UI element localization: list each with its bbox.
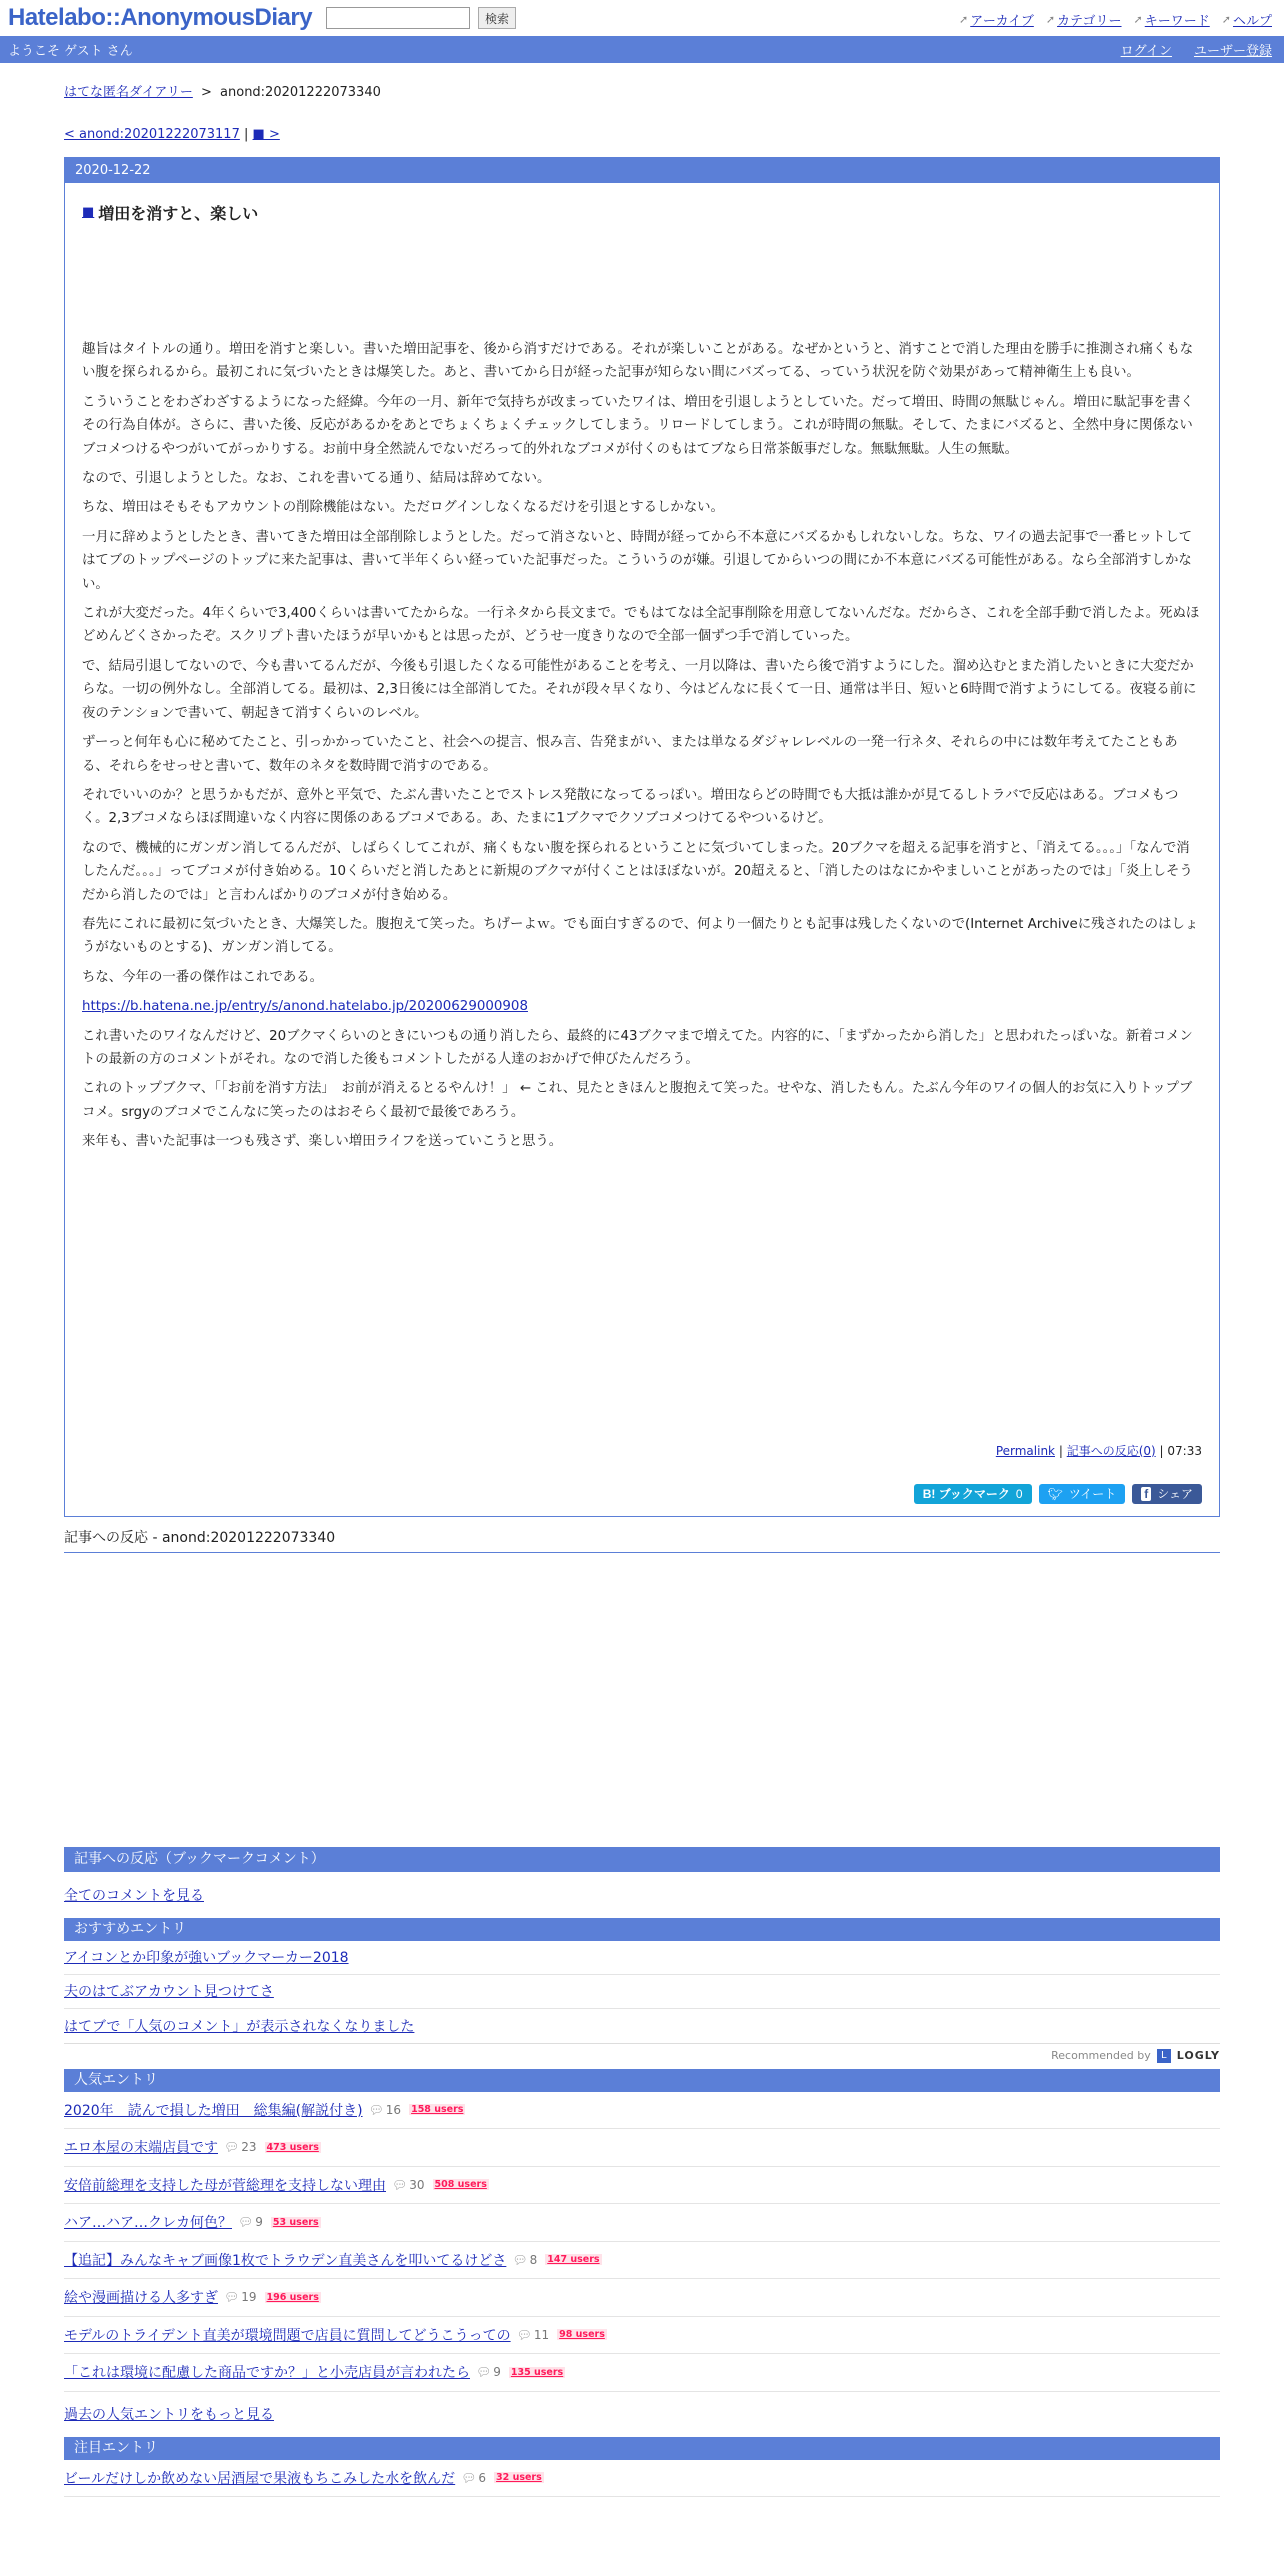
table-row [64,2317,1220,2355]
pager-separator: | [244,127,249,142]
paragraph: ずーっと何年も心に秘めてたこと、引っかかっていたこと、社会への提言、恨み言、告発まがい、または単なるダジャレレベルの一発一行ネタ、それらの中には数年考えてたこともある、それらをせっせと書いて、数年のネタを数時間で消すのである。 [82,735,1178,774]
bookmark-comments-section [64,1847,1220,1918]
popular-heading: 人気エントリ [64,2069,1220,2092]
attention-heading: 注目エントリ [64,2437,1220,2460]
hatena-bookmark-label: B! ブックマーク [922,1487,1010,1502]
next-entry-link[interactable]: ■ > [252,127,280,142]
footer-separator: | [1058,1443,1063,1458]
recommend-entry-link[interactable]: 夫のはてぶアカウント見つけてさ [64,1984,274,2001]
table-row [64,2279,1220,2317]
tweet-button[interactable] [1039,1484,1126,1504]
comment-icon: 💬︎ [224,2140,240,2155]
ad-space [64,1553,1220,1847]
bookmark-users-badge[interactable]: 508 users [434,2179,487,2191]
prev-entry-link[interactable]: < anond:20201222073117 [64,127,240,142]
paragraph: 春先にこれに最初に気づいたとき、大爆笑した。腹抱えて笑った。ちげーよｗ。でも面白すぎるので、何より一個たりとも記事は残したくないので(Internet Archiveに残されたのはしょうがないものとする)、ガンガン消してる。 [82,916,1199,956]
table-row [64,2460,1220,2498]
table-row [64,2242,1220,2280]
popular-entry-link[interactable]: モデルのトライデント直美が環境問題で店員に質問してどうこうっての [64,2327,511,2344]
comment-count: 11 [533,2327,550,2342]
entry-permalink-mark[interactable]: ■ [82,205,95,220]
entry-pager [64,125,1220,145]
logly-logo-text[interactable]: LOGLY [1176,2049,1220,2063]
comment-icon: 💬︎ [238,2215,254,2230]
popular-entry-link[interactable]: 「これは環境に配慮した商品ですか？」と小売店員が言われたら [64,2365,470,2382]
popular-entry-link[interactable]: ハア…ハア…クレカ何色？ [64,2215,232,2232]
arrow-icon: ➚ [1045,13,1056,26]
bookmark-users-badge[interactable]: 53 users [272,2216,319,2228]
list-item [64,2009,1220,2043]
comment-count: 30 [409,2177,425,2192]
entry-body [65,183,1219,1516]
breadcrumb-root-link[interactable]: はてな匿名ダイアリー [64,85,193,100]
twitter-bird-icon: 🐦︎ [1047,1486,1063,1501]
bookmark-users-badge[interactable]: 158 users [411,2104,464,2116]
paragraph: それでいいのか？と思うかもだが、意外と平気で、たぶん書いたことでストレス発散になってるっぽい。増田ならどの時間でも大抵は誰かが見てるしトラバで反応はある。ブコメもつく。2,3ブコメならほぼ間違いなく内容に関係のあるブコメである。あ、たまに1ブクマでクソブコメつけてるやついるけど。 [82,787,1179,827]
comment-icon: 💬︎ [368,2102,384,2117]
paragraph: なので、機械的にガンガン消してるんだが、しばらくしてこれが、痛くもない腹を探られるということに気づいてしまった。20ブクマを超える記事を消すと、「消えてる。。。」「なんで消したんだ。。。」ってブコメが付き始める。10くらいだと消したあとに新規のブクマが付くことはほぼないが。20超えると、「消したのはなにかやましいことがあったのでは」「炎上しそうだから消したのでは」と言わんばかりのブコメが付き始める。 [82,840,1193,903]
comment-icon: 💬︎ [392,2177,408,2192]
reaction-title: 記事への反応 - anond:20201222073340 [64,1527,1220,1553]
comment-count: 19 [241,2290,257,2305]
welcome-text: ようこそ ゲスト さん [8,44,133,59]
breadcrumb-current: anond:20201222073340 [220,85,381,100]
recommended-by [64,2043,1220,2069]
table-row [64,2204,1220,2242]
paragraph: で、結局引退してないので、今も書いてるんだが、今後も引退したくなる可能性があることを考え、一月以降は、書いたら後で消すようにした。溜め込むとまた消したいときに大変だからな。一切の例外なし。全部消してる。最初は、2,3日後には全部消してた。それが段々早くなり、今はどんなに長くて一日、通常は半日、短いと6時間で消すようにしてる。夜寝る前に夜のテンションで書いて、朝起きて消すくらいのレベル。 [82,658,1197,721]
tweet-label: ツイート [1068,1487,1117,1502]
reactions-link[interactable]: 記事への反応(0) [1066,1443,1156,1458]
paragraph: なので、引退しようとした。なお、これを書いてる通り、結局は辞めてない。 [82,471,551,487]
paragraph: ちな、増田はそもそもアカウントの削除機能はない。ただログインしなくなるだけを引退とするしかない。 [82,500,724,516]
recommend-heading: おすすめエントリ [64,1918,1220,1941]
main-content [64,63,1220,2497]
popular-entry-link[interactable]: 【追記】みんなキャブ画像1枚でトラウデン直美さんを叩いてるけどさ [64,2252,507,2269]
entry-title [82,201,1202,224]
keyword-link[interactable]: キーワード [1144,14,1210,29]
comment-icon: 💬︎ [516,2327,532,2342]
list-item [64,1941,1220,1975]
permalink-link[interactable]: Permalink [995,1443,1055,1458]
paragraph: これのトップブクマ、「「お前を消す方法」 お前が消えるとるやんけ！」 ← これ、見たときほんと腹抱えて笑った。せやな、消したもん。たぶん今年のワイの個人的お気に入りトップブコメ。srgyのブコメでこんなに笑ったのはおそらく最初で最後であろう。 [82,1081,1193,1120]
arrow-icon: ➚ [1133,13,1143,26]
recommended-by-text: Recommended by [1051,2049,1151,2063]
category-link[interactable]: カテゴリー [1057,14,1122,29]
entry-footer [82,1442,1202,1460]
recommend-section [64,1918,1220,2069]
recommend-entry-link[interactable]: はてブで「人気のコメント」が表示されなくなりました [64,2018,415,2035]
breadcrumb [64,83,1220,103]
comment-count: 9 [493,2365,501,2380]
facebook-share-label: シェア [1157,1487,1193,1502]
logly-logo-icon: L [1157,2049,1171,2063]
login-link[interactable]: ログイン [1120,44,1172,59]
arrow-icon: ➚ [959,13,969,26]
paragraph: ちな、今年の一番の傑作はこれである。 [82,969,324,985]
entry-title-text: 増田を消すと、楽しい [98,204,259,223]
popular-section [64,2069,1220,2437]
bookmark-entry-link[interactable]: https://b.hatena.ne.jp/entry/s/anond.hatelabo.jp/20200629000908 [82,999,528,1015]
bookmark-users-badge[interactable]: 32 users [496,2472,542,2484]
help-link[interactable]: ヘルプ [1232,14,1272,29]
hatena-bookmark-button[interactable] [914,1484,1032,1504]
comment-count: 9 [255,2215,263,2230]
arrow-icon: ➚ [1221,13,1231,26]
recommend-list [64,1941,1220,2043]
hatena-bookmark-count: 0 [1015,1486,1023,1501]
comment-icon: 💬︎ [461,2470,477,2485]
comment-icon: 💬︎ [476,2365,492,2380]
top-links [959,10,1272,29]
popular-entry-link[interactable]: 安倍前総理を支持した母が菅総理を支持しない理由 [64,2177,386,2194]
popular-entry-link[interactable]: エロ本屋の末端店員です [64,2140,218,2157]
bookmark-users-badge[interactable]: 196 users [266,2291,319,2303]
top-bar [0,0,1284,36]
archive-link[interactable]: アーカイブ [970,14,1034,29]
recommend-entry-link[interactable]: アイコンとか印象が強いブックマーカー2018 [64,1950,349,1967]
bookmark-users-badge[interactable]: 147 users [547,2254,600,2266]
paragraph: 趣旨はタイトルの通り。増田を消すと楽しい。書いた増田記事を、後から消すだけである。それが楽しいことがある。なぜかというと、消すことで消した理由を勝手に推測され痛くもない腹を探られるから。最初これに気づいたときは爆笑した。あと、書いてから日が経った記事が知らない間にバズってる、っていう状況を防ぐ効果があって精神衛生上も良い。 [82,342,1194,381]
bookmark-users-badge[interactable]: 473 users [266,2141,319,2153]
popular-entry-link[interactable]: 2020年 読んで損した増田 総集編(解説付き) [64,2102,363,2119]
share-buttons [82,1484,1202,1506]
list-item [64,1975,1220,2009]
bookmark-users-badge[interactable]: 135 users [510,2366,564,2378]
table-row [64,2167,1220,2205]
register-link[interactable]: ユーザー登録 [1193,44,1272,59]
comment-count: 6 [478,2470,487,2485]
table-row [64,2129,1220,2167]
popular-entry-link[interactable]: 絵や漫画描ける人多すぎ [64,2290,218,2307]
breadcrumb-separator: > [200,85,212,100]
paragraph: 一月に辞めようとしたとき、書いてきた増田は全部削除しようとした。だって消さないと、時間が経ってから不本意にバズるかもしれないしな。ちな、ワイの過去記事で一番ヒットしてはてブのトップページのトップに来た記事は、書いて半年くらい経っていた記事だった。こういうのが嫌。引退してからいつの間にか不本意にバズる可能性がある。なら全部消すしかない。 [82,529,1193,592]
search-button[interactable]: 検索 [478,7,516,29]
comment-count: 23 [241,2140,257,2155]
table-row [64,2354,1220,2392]
facebook-share-button[interactable] [1132,1484,1202,1504]
day-date: 2020-12-22 [65,158,1219,183]
comment-icon: 💬︎ [224,2290,240,2305]
search-input[interactable] [326,7,470,29]
attention-entry-link[interactable]: ビールだけしか飲めない居酒屋で果液もちこみした水を飲んだ [64,2470,456,2487]
paragraph: これ書いたのワイなんだけど、20ブクマくらいのときにいつもの通り消したら、最終的に43ブクマまで増えてた。内容的に、「まずかったから消した」と思われたっぽいな。新着コメントの最新の方のコメントがそれ。なので消した後もコメントしたがる人達のおかげで伸びたんだろう。 [82,1028,1193,1067]
day-section [64,157,1220,1517]
table-row [64,2092,1220,2130]
paragraph: これが大変だった。4年くらいで3,400くらいは書いてたからな。一行ネタから長文まで。でもはてなは全記事削除を用意してないんだな。だからさ、これを全部手動で消したよ。死ぬほどめんどくさかったぞ。スクリプト書いたほうが早いかもとは思ったが、どうせ一度きりなので全部一個ずつ手で消していった。 [82,606,1200,645]
paragraph: 来年も、書いた記事は一つも残さず、楽しい増田ライフを送っていこうと思う。 [82,1134,563,1150]
more-popular-link[interactable]: 過去の人気エントリをもっと見る [64,2407,274,2424]
facebook-icon: f [1141,1487,1151,1501]
comment-icon: 💬︎ [512,2252,528,2267]
bookmark-comments-heading: 記事への反応（ブックマークコメント） [64,1847,1220,1872]
attention-section [64,2437,1220,2498]
entry-time: 07:33 [1167,1443,1202,1458]
comment-count: 16 [385,2102,402,2117]
paragraph: こういうことをわざわざするようになった経緯。今年の一月、新年で気持ちが改まっていたワイは、増田を引退しようとしていた。だって増田、時間の無駄じゃん。増田に駄記事を書くその行為自体が。さらに、書いた後、反応があるかをあとでちょくちょくチェックしてしまう。リロードしてしまう。これが時間の無駄。そして、たまにバズると、全然中身に関係ないブコメつけるやつがいてがっかりする。お前中身全然読んでないだろって的外れなブコメが付くのもはてブなら日常茶飯事だしな。無駄無駄。人生の無駄。 [82,394,1194,457]
bookmark-users-badge[interactable]: 98 users [559,2329,605,2341]
welcome-bar [0,36,1284,63]
footer-separator: | [1159,1443,1164,1458]
comment-count: 8 [529,2252,538,2267]
site-logo[interactable]: Hatelabo::AnonymousDiary [8,4,313,31]
all-comments-link[interactable]: 全てのコメントを見る [64,1887,204,1904]
